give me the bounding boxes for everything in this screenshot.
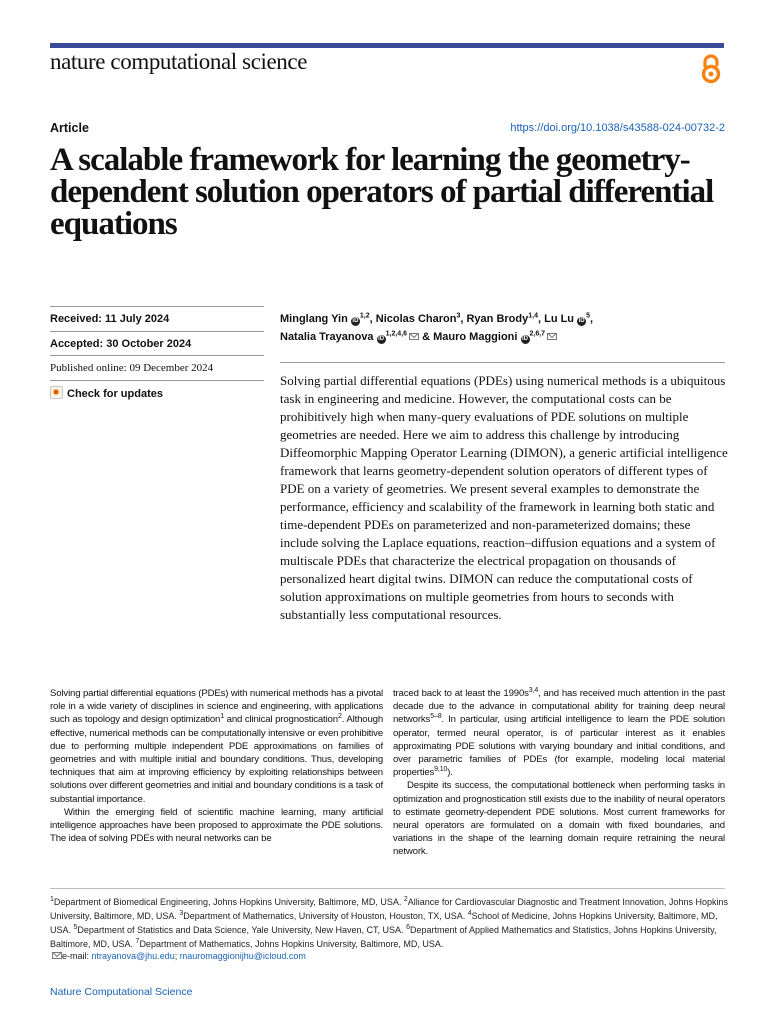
- dateline-rule: [50, 331, 264, 332]
- body-paragraph: Solving partial differential equations (PDEs) with numerical methods has a pivotal role in a wide variety of disciplines in science and engineering, with applications such as topology and design optimization$^1$ and clinical prognostication$^2$. Although effective, numerical methods can be computationally intensive or even prohibitive due to performing multiple independent PDE approximations on families of geometries and with multiple initial and boundary conditions. Thus, developing techniques that aim at improving efficiency by exploiting relationships between solutions over different geometries and initial and boundary conditions is a task of substantial importance.: [50, 688, 384, 805]
- abstract-rule: [280, 362, 725, 363]
- affiliation-sup: 1,2: [359, 312, 370, 320]
- author-name[interactable]: Lu Lu: [544, 313, 575, 325]
- journal-name: nature computational science: [50, 49, 308, 74]
- author-name[interactable]: Natalia Trayanova: [280, 331, 374, 343]
- header-rule: [50, 43, 724, 48]
- footnote-rule: [50, 888, 725, 889]
- orcid-icon[interactable]: iD: [522, 336, 528, 342]
- received-date: Received: 11 July 2024: [50, 313, 170, 325]
- author-name[interactable]: Mauro Maggioni: [433, 331, 518, 343]
- doi-link[interactable]: https://doi.org/10.1038/s43588-024-00732-2: [510, 122, 725, 134]
- footer-journal-name[interactable]: Nature Computational Science: [50, 986, 193, 998]
- check-updates-button[interactable]: [50, 386, 163, 400]
- email-link[interactable]: mauromaggionijhu@icloud.com: [179, 951, 306, 961]
- mail-icon: [52, 952, 62, 959]
- orcid-icon[interactable]: iD: [378, 336, 385, 342]
- open-access-icon: [697, 53, 725, 85]
- affiliation-sup: 1,2,4,6: [385, 330, 408, 338]
- dateline-rule: [50, 355, 264, 356]
- affiliations: $^1$Department of Biomedical Engineering, Johns Hopkins University, Baltimore, MD, USA. $^2$Alliance for Cardiovascular Diagnostic and Treatment Innovation, Johns Hopkins University, Baltimore, MD, USA. $^3$Department of Mathematics, University of Houston, Houston, TX, USA. $^4$School of Medicine, Johns Hopkins University, Baltimore, MD, USA. $^5$Department of Statistics and Data Science, Yale University, New Haven, CT, USA. $^6$Department of Applied Mathematics and Statistics, Johns Hopkins University, Baltimore, MD, USA. $^7$Department of Mathematics, Johns Hopkins University, Baltimore, MD, USA.: [50, 896, 728, 949]
- body-paragraph: traced back to at least the $1990s^{3,4}$, and has received much attention in the past decade due to the advance in computational ability for training deep neural networks$^{5-8}$. In particular, using artificial intelligence to learn the PDE solution operator, termed neural operator, is of particular interest as it enables approximating PDE solutions with varying boundary and initial conditions, and over parametric families of PDEs (for example, modeling local material properties$^{9,10}$).: [393, 686, 725, 779]
- check-updates-icon: [50, 386, 63, 399]
- accepted-date: Accepted: 30 October 2024: [50, 338, 192, 350]
- author-name[interactable]: Minglang Yin: [280, 313, 348, 325]
- abstract: Solving partial differential equations (PDEs) using numerical methods is a ubiquitous task in engineering and medicine. However, the computational costs can be prohibitively high when many-query evaluations of PDE solutions on multiple geometries are needed. Here we aim to address this challenge by introducing Diffeomorphic Mapping Operator Learning (DIMON), a generic artificial intelligence framework that learns geometry-dependent solution operators of different types of PDE on a variety of geometries. We present several examples to demonstrate the performance, efficiency and scalability of the framework in learning both static and time-dependent PDEs on parameterized and non-parameterized domains; these include solving the Laplace equations, reaction–diffusion equations and a system of multiscale PDEs that characterize the electrical propagation on thousands of personalized heart digital twins. DIMON can reduce the computational costs of solution approximations on multiple geometries from hours to seconds with substantially less computational resources.: [280, 373, 728, 622]
- body-paragraph: Despite its success, the computational bottleneck when performing tasks in optimization and prognostication still exists due to the inability of neural operators to estimate geometry-dependent PDE solutions. Most current frameworks for neural operators are formulated on a domain with fixed boundaries, and variations in the shape of the learning domain require retraining the neural network.: [393, 780, 725, 858]
- article-title: A scalable framework for learning the geometry-dependent solution operators of partial differential equations: [50, 142, 714, 242]
- author-name[interactable]: Nicolas Charon: [375, 313, 457, 325]
- check-updates-label: Check for updates: [67, 388, 163, 400]
- email-line: e-mail: ntrayanova@jhu.edu; mauromaggionijhu@icloud.com: [50, 951, 306, 961]
- email-link[interactable]: ntrayanova@jhu.edu: [91, 951, 175, 961]
- orcid-icon[interactable]: iD: [352, 318, 359, 324]
- dateline-rule: [50, 380, 264, 381]
- published-date: Published online: 09 December 2024: [50, 362, 214, 374]
- article-type-label: Article: [50, 121, 89, 135]
- dateline-rule: [50, 306, 264, 307]
- body-paragraph: Within the emerging field of scientific machine learning, many artificial intelligence approaches have been proposed to approximate the PDE solutions. The idea of solving PDEs with neural networks can be: [50, 806, 383, 845]
- mail-icon[interactable]: [409, 333, 419, 340]
- author-name[interactable]: Ryan Brody: [466, 313, 529, 325]
- affiliation-sup: 5: [586, 312, 590, 320]
- author-list: Minglang Yin iD$^{1,2}$, Nicolas Charon$^3$, Ryan Brody$^{1,4}$, Lu Lu $iD^5$, Natalia Trayanova iD$^{1,2,4,6}$ & Mauro Maggioni iD$^{2,6,7}$: [280, 312, 594, 343]
- affiliation-sup: 3: [456, 312, 461, 320]
- body-column-left: [50, 687, 383, 845]
- affiliation-sup: 1,4: [528, 312, 538, 320]
- mail-icon[interactable]: [547, 333, 557, 340]
- body-column-right: [393, 687, 725, 859]
- orcid-icon[interactable]: iD: [578, 318, 585, 324]
- affiliation-sup: 2,6,7: [529, 330, 546, 338]
